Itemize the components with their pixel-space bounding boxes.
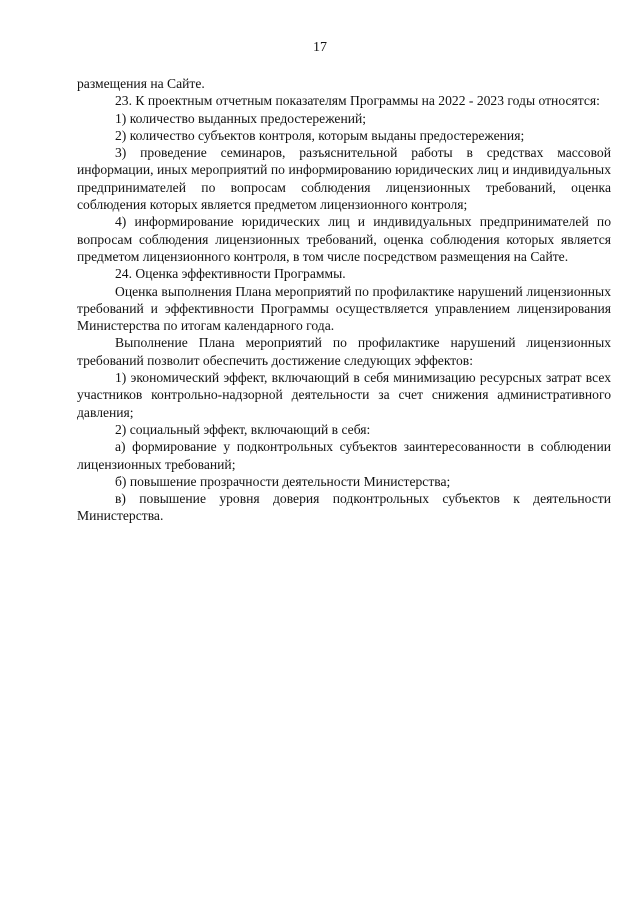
paragraph-indicator-1: 1) количество выданных предостережений; [115,110,367,126]
paragraph-social-a: а) формирование у подконтрольных субъектов заинтересованности в соблюдении лицензионных требований; [77,439,611,472]
paragraph-social-b: б) повышение прозрачности деятельности Министерства; [115,473,451,489]
paragraph-indicator-3: 3) проведение семинаров, разъяснительной работы в средствах массовой информации, иных мероприятий по информированию юридических лиц и индивидуальных предпринимателей по вопросам соблюдения лицензионных требований, оценка соблюдения которых является предметом лицензионного контроля; [77,145,611,213]
paragraph-continuation: размещения на Сайте. [77,76,205,91]
paragraph-indicator-4: 4) информирование юридических лиц и индивидуальных предпринимателей по вопросам соблюдения лицензионных требований, оценка соблюдения которых является предметом лицензионного контроля, в том числе посредством размещения на Сайте. [77,214,611,264]
paragraph-item-23: 23. К проектным отчетным показателям Программы на 2022 - 2023 годы относятся: [115,93,600,109]
paragraph-item-24: 24. Оценка эффективности Программы. [115,266,346,282]
paragraph-indicator-2: 2) количество субъектов контроля, которым выданы предостережения; [115,127,525,143]
document-body [77,75,611,525]
paragraph-social-c: в) повышение уровня доверия подконтрольных субъектов к деятельности Министерства. [77,491,611,524]
paragraph-effect-social: 2) социальный эффект, включающий в себя: [115,421,371,437]
paragraph-effect-economic: 1) экономический эффект, включающий в себя минимизацию ресурсных затрат всех участников контрольно-надзорной деятельности за счет снижения административного давления; [77,370,611,420]
page-number: 17 [313,40,327,55]
paragraph-evaluation: Оценка выполнения Плана мероприятий по профилактике нарушений лицензионных требований и эффективности Программы осуществляется управлением лицензирования Министерства по итогам календарного года. [77,283,611,334]
paragraph-effects-intro: Выполнение Плана мероприятий по профилактике нарушений лицензионных требований позволит обеспечить достижение следующих эффектов: [77,335,611,368]
